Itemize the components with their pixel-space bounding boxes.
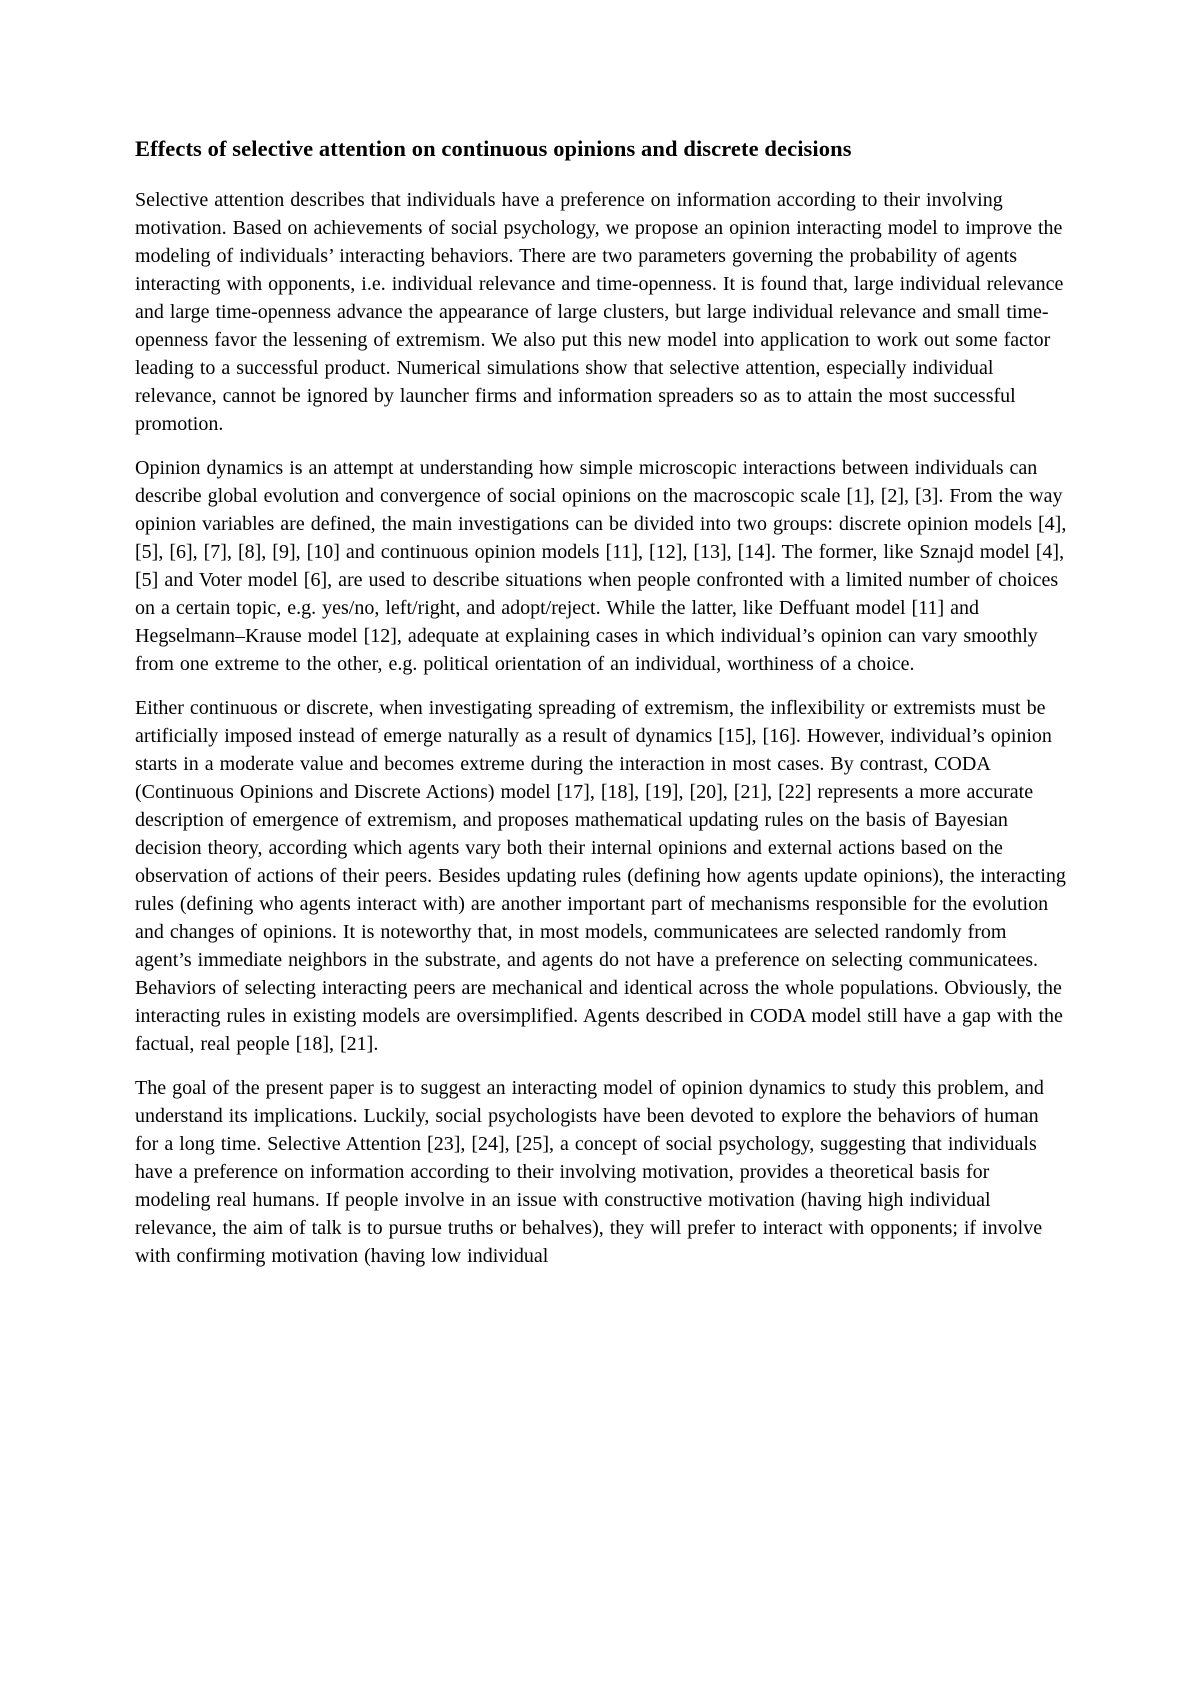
- body-paragraph-2: Either continuous or discrete, when investigating spreading of extremism, the inflexibility or extremists must be artificially imposed instead of emerge naturally as a result of dynamics [15], [16]. However, individual’s opinion starts in a moderate value and becomes extreme during the interaction in most cases. By contrast, CODA (Continuous Opinions and Discrete Actions) model [17], [18], [19], [20], [21], [22] represents a more accurate description of emergence of extremism, and proposes mathematical updating rules on the basis of Bayesian decision theory, according which agents vary both their internal opinions and external actions based on the observation of actions of their peers. Besides updating rules (defining how agents update opinions), the interacting rules (defining who agents interact with) are another important part of mechanisms responsible for the evolution and changes of opinions. It is noteworthy that, in most models, communicatees are selected randomly from agent’s immediate neighbors in the substrate, and agents do not have a preference on selecting communicatees. Behaviors of selecting interacting peers are mechanical and identical across the whole populations. Obviously, the interacting rules in existing models are oversimplified. Agents described in CODA model still have a gap with the factual, real people [18], [21].: [135, 697, 1066, 1055]
- abstract-paragraph: Selective attention describes that individuals have a preference on information according to their involving motivation. Based on achievements of social psychology, we propose an opinion interacting model to improve the modeling of individuals’ interacting behaviors. There are two parameters governing the probability of agents interacting with opponents, i.e. individual relevance and time-openness. It is found that, large individual relevance and large time-openness advance the appearance of large clusters, but large individual relevance and small time-openness favor the lessening of extremism. We also put this new model into application to work out some factor leading to a successful product. Numerical simulations show that selective attention, especially individual relevance, cannot be ignored by launcher firms and information spreaders so as to attain the most successful promotion.: [135, 189, 1064, 435]
- document-content: [135, 135, 1067, 1286]
- document-title: Effects of selective attention on continuous opinions and discrete decisions: [135, 136, 852, 161]
- body-paragraph-3: The goal of the present paper is to suggest an interacting model of opinion dynamics to study this problem, and understand its implications. Luckily, social psychologists have been devoted to explore the behaviors of human for a long time. Selective Attention [23], [24], [25], a concept of social psychology, suggesting that individuals have a preference on information according to their involving motivation, provides a theoretical basis for modeling real humans. If people involve in an issue with constructive motivation (having high individual relevance, the aim of talk is to pursue truths or behalves), they will prefer to interact with opponents; if involve with confirming motivation (having low individual: [135, 1077, 1044, 1267]
- body-paragraph-1: Opinion dynamics is an attempt at understanding how simple microscopic interactions between individuals can describe global evolution and convergence of social opinions on the macroscopic scale [1], [2], [3]. From the way opinion variables are defined, the main investigations can be divided into two groups: discrete opinion models [4], [5], [6], [7], [8], [9], [10] and continuous opinion models [11], [12], [13], [14]. The former, like Sznajd model [4], [5] and Voter model [6], are used to describe situations when people confronted with a limited number of choices on a certain topic, e.g. yes/no, left/right, and adopt/reject. While the latter, like Deffuant model [11] and Hegselmann–Krause model [12], adequate at explaining cases in which individual’s opinion can vary smoothly from one extreme to the other, e.g. political orientation of an individual, worthiness of a choice.: [135, 457, 1067, 675]
